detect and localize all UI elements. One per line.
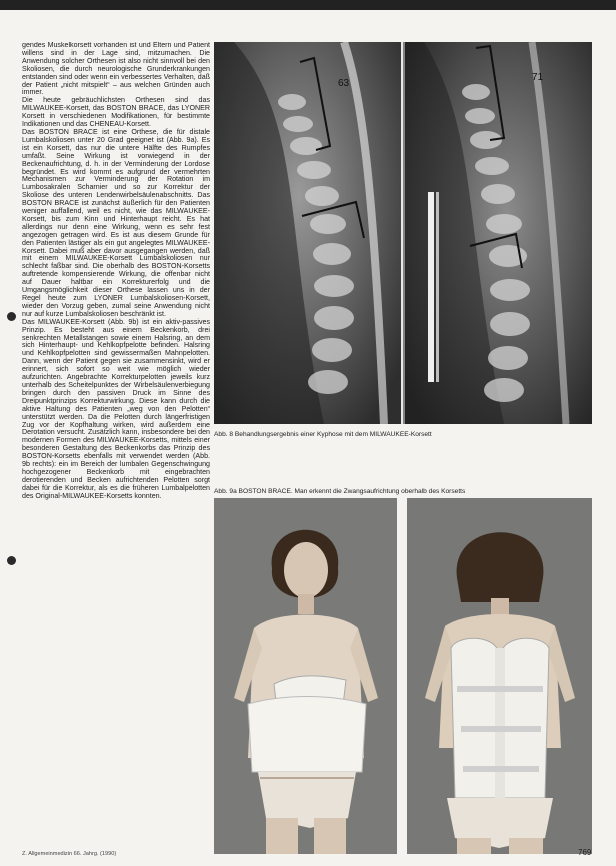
binder-hole	[7, 556, 16, 565]
paragraph: Die heute gebräuchlichsten Orthesen sind das MILWAUKEE-Korsett, das BOSTON BRACE, das LYONER Korsett in verschiedenen Modifikationen, für bestimmte Indikationen und das CHENEAU-Korsett.	[22, 96, 210, 129]
brace-bar	[428, 192, 434, 382]
paragraph: Das MILWAUKEE-Korsett (Abb. 9b) ist ein aktiv-passives Prinzip. Es besteht aus einem Beckenkorb, drei senkrechten Metallstangen sowie einem Halsring, an dem sich Hinterhaupt- und Kehlkopfpelotte befinden. Halsring und Kehlkopfpelotten sind gewissermaßen Mahnpelotten. Dann, wenn der Patient gegen sie zusammensinkt, wird er erinnert, sich sofort so weit wie möglich wieder aufzurichten. Angebrachte Korrekturpelotten jeweils kurz unterhalb des Scheitelpunktes der Wirbelsäulenverbiegung bringen durch den passiven Druck im Sinne des Dreipunktprinzips Korrekturwirkung. Diese kann durch die aktive Haltung des Patienten „weg von den Pelotten“ unterstützt werden. Da die Pelotten durch längerfristigen Zug vor der Kopfhaltung wirken, wird außerdem eine Derotation versucht. Zusätzlich kann, insbesondere bei den modernen Formen des MILWAUKEE-Korsetts, mittels einer besonderen Gestaltung des Beckenkorbs das Prinzip des BOSTON-Korsetts ebenfalls mit verwendet werden (Abb. 9b rechts): ein im Bereich der lumbalen Gegenschwingung hochgezogener Beckenkorb mit eingebrachten derotierenden und Becken aufrichtenden Pelotten sorgt dabei für die Korrektur, als es die früheren Lumbalpelotten des Original-MILWAUKEE-Korsetts konnten.	[22, 317, 210, 500]
xray-figure	[214, 42, 592, 424]
body-text-column	[22, 42, 210, 842]
binder-hole	[7, 312, 16, 321]
figure-caption: Abb. 8 Behandlungsergebnis einer Kyphose mit dem MILWAUKEE-Korsett	[214, 431, 432, 438]
photo-front	[214, 498, 397, 854]
xray-angle-label-left: 63	[338, 78, 350, 89]
xray-angle-label-right: 71	[532, 72, 544, 83]
paragraph: Das BOSTON BRACE ist eine Orthese, die für distale Lumbalskoliosen unter 20 Grad geeignet ist (Abb. 9a). Es ist ein Korsett, das nur die untere Hälfte des Rumpfes umfaßt. Seine Wirkung ist vorwiegend in der Beckenaufrichtung, d. h. in der Verminderung der Lordose begründet. Es wird kommt es aufgrund der vermehrten Mechanismen zur Verminderung der Rotation im Lumbosakralen Scharnier und so zur Korrektur der Skoliose des unteren Lendenwirbelsäulenabschnitts. Das BOSTON BRACE ist zunächst äußerlich für den Patienten weniger auffallend, weil es nicht, wie das MILWAUKEE-Korsett, bis zum Kinn und Hinterhaupt reicht. Es hat allerdings nur denn eine Wirkung, wenn es sehr fest angezogen getragen wird. Es ist aus diesem Grunde für den Patienten lästiger als ein gut angelegtes MILWAUKEE-Korsett. Dabei muß aber davor ausgegangen werden, daß mit einem MILWAUKEE-Korsett Lumbalskoliosen nur schlecht faßbar sind. Die oberhalb des BOSTON-Korsetts auftretende kompensierende Wirkung, die offenbar nicht auf Dauer haltbar ein Korrekturerfolg und die Umgangsmöglichkeit dieser Orthese lassen uns in der Regel heute zum LYONER Lumbalskoliosen-Korsett, wieder den Vorzug geben, zumal seine Anwendung nicht nur auf kurze Lumbalskoliosen beschränkt ist.	[22, 127, 210, 318]
page-number: 769	[578, 848, 592, 857]
photo-back	[407, 498, 592, 854]
paragraph: gendes Muskelkorsett vorhanden ist und Eltern und Patient willens sind in der Lage sind, mitzumachen. Die Anwendung solcher Orthesen ist also nicht sinnvoll bei den Skoliosen, die durch neurologische Grunderkrankungen entstanden sind oder wenn ein verbessertes Verhalten, daß der Patient „nicht mitspielt“ – aus welchen Gründen auch immer.	[22, 42, 210, 97]
top-bar	[0, 0, 616, 10]
journal-footer: Z. Allgemeinmedizin 66. Jahrg. (1990)	[22, 851, 117, 857]
figure-caption: Abb. 9a BOSTON BRACE. Man erkennt die Zwangsaufrichtung oberhalb des Korsetts	[214, 488, 466, 495]
